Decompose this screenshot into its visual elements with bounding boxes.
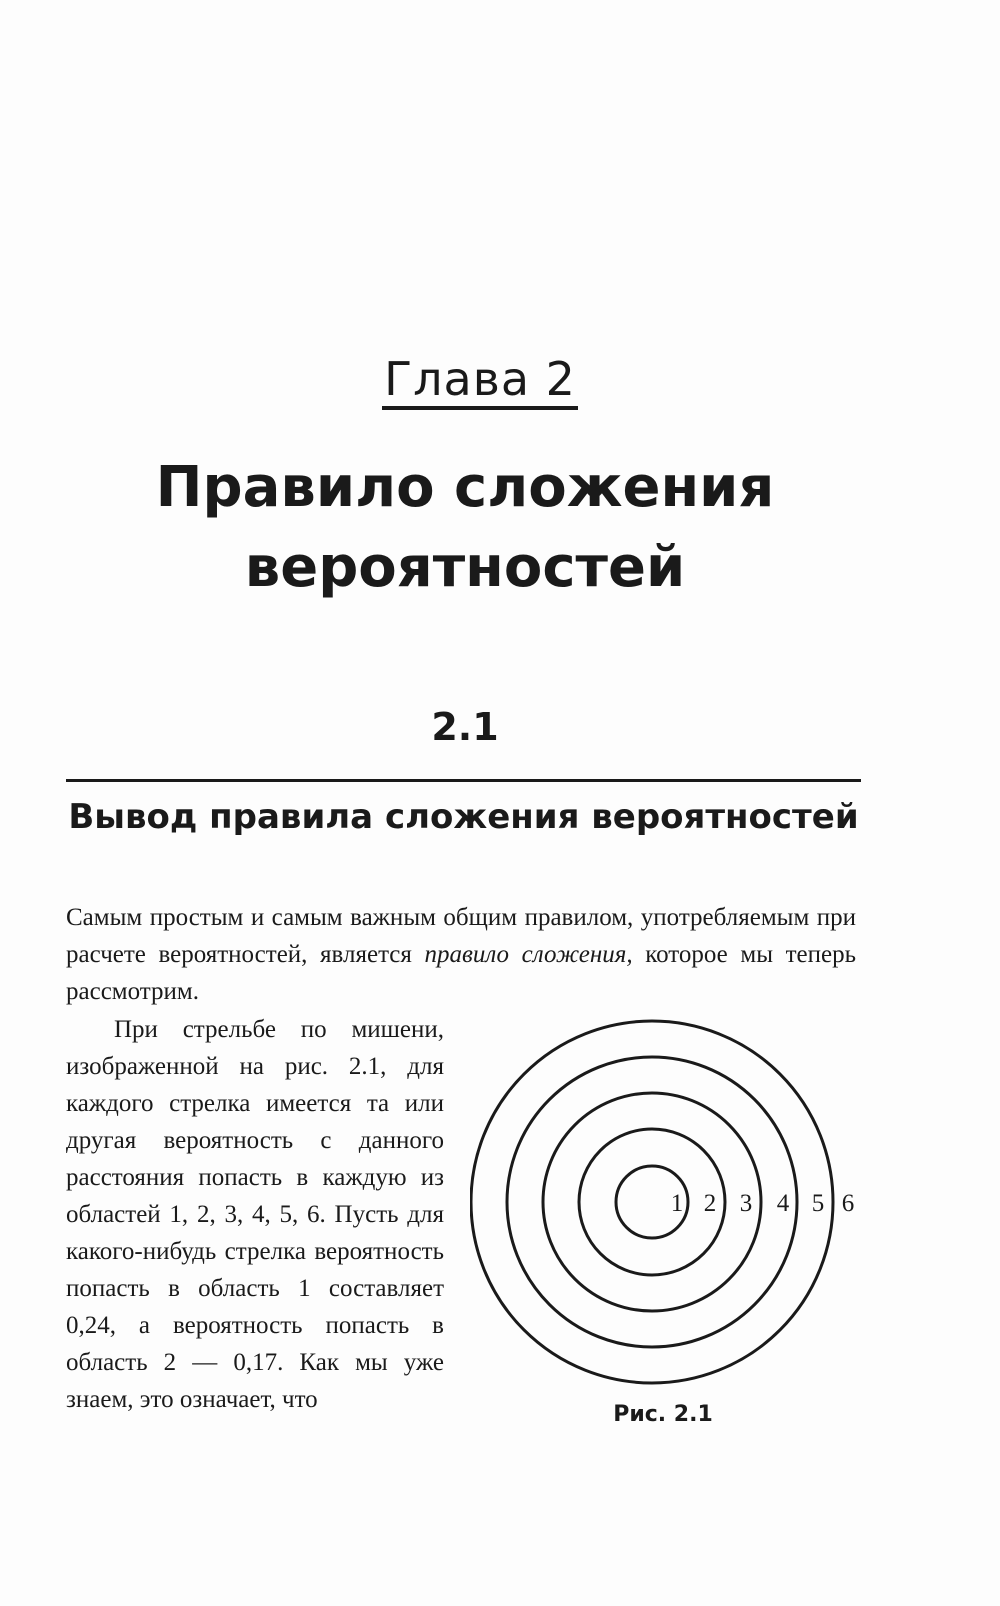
chapter-title <box>0 448 930 608</box>
region-label-1: 1 <box>670 1190 684 1217</box>
chapter-label-text: Глава 2 <box>382 354 578 410</box>
chapter-title-line-2: вероятностей <box>244 535 686 600</box>
intro-text-start: Самым простым и самым важным общим правилом, употребляемым при расчете вероятностей, является <box>66 904 856 968</box>
region-label-3: 3 <box>739 1190 753 1217</box>
intro-emphasis: правило сложения, <box>424 941 633 968</box>
region-label-2: 2 <box>703 1190 717 1217</box>
body-paragraph: При стрельбе по мишени, изображенной на рис. 2.1, для каждого стрелка имеется та или другая вероятность с данного расстояния попасть в каждую из областей 1, 2, 3, 4, 5, 6. Пусть для какого-нибудь стрелка вероятность попасть в область 1 составляет 0,24, а вероятность попасть в область 2 — 0,17. Как мы уже знаем, это означает, что <box>66 1016 444 1413</box>
target-diagram <box>470 1012 890 1402</box>
ring-4 <box>507 1057 797 1347</box>
region-label-4: 4 <box>776 1190 790 1217</box>
chapter-label <box>0 352 960 410</box>
intro-paragraph <box>66 899 856 1010</box>
ring-3 <box>543 1093 761 1311</box>
section-title: Вывод правила сложения вероятностей <box>68 797 859 837</box>
chapter-title-line-1: Правило сложения <box>155 455 775 520</box>
body-column <box>66 1011 444 1418</box>
intro-text-end: которое мы теперь рассмотрим. <box>66 941 856 1005</box>
section-number: 2.1 <box>431 705 499 749</box>
section-divider <box>66 779 861 782</box>
figure-caption: Рис. 2.1 <box>613 1402 713 1427</box>
region-label-6: 6 <box>841 1190 855 1217</box>
figure-target <box>470 1012 890 1452</box>
region-label-5: 5 <box>811 1190 825 1217</box>
